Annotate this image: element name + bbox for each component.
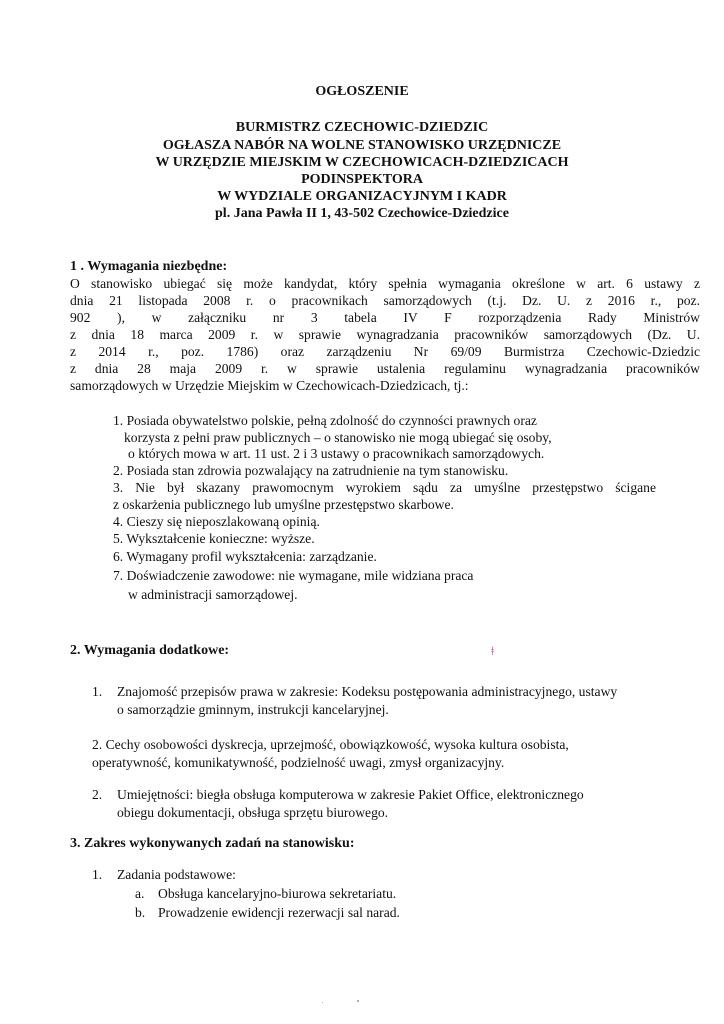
intro-line: z dnia 18 marca 2009 r. w sprawie wynagradzania pracowników samorządowych (Dz. U. [70,327,700,342]
list-item: 2. Cechy osobowości dyskrecja, uprzejmość, obowiązkowość, wysoka kultura osobista, [92,737,569,752]
intro-line: dnia 21 listopada 2008 r. o pracownikach samorządowych (t.j. Dz. U. z 2016 r., poz. [70,293,700,308]
header-line-office: W URZĘDZIE MIEJSKIM W CZECHOWICACH-DZIEDZICACH [155,155,569,170]
header-line-mayor: BURMISTRZ CZECHOWIC-DZIEDZIC [235,120,489,135]
announcement-title: OGŁOSZENIE [315,84,409,99]
section-1-heading: 1 . Wymagania niezbędne: [70,259,228,274]
sub-item: Prowadzenie ewidencji rezerwacji sal narad. [158,905,400,920]
list-item: obiegu dokumentacji, obsługa sprzętu biurowego. [117,805,389,820]
list-item: 7. Doświadczenie zawodowe: nie wymagane, mile widziana praca [113,568,474,583]
list-item: 1. Posiada obywatelstwo polskie, pełną zdolność do czynności prawnych oraz [113,413,537,428]
sub-item-letter: a. [135,886,145,901]
list-item: 2. Posiada stan zdrowia pozwalający na zatrudnienie na tym stanowisku. [113,463,509,478]
list-item: Umiejętności: biegła obsługa komputerowa w zakresie Pakiet Office, elektronicznego [117,787,584,802]
list-number: 2. [92,787,103,802]
header-line-position: PODINSPEKTORA [301,172,423,187]
sub-item-letter: b. [135,905,146,920]
list-item: Zadania podstawowe: [117,867,236,882]
list-item: operatywność, komunikatywność, podzielność uwagi, zmysł organizacyjny. [92,755,505,770]
list-item: 4. Cieszy się nieposzlakowaną opinią. [113,514,320,529]
intro-line: samorządowych w Urzędzie Miejskim w Czechowicach-Dziedzicach, tj.: [70,378,469,393]
scan-speck [357,1000,359,1002]
annotation-mark: ǂ [491,643,495,658]
intro-line: z dnia 28 maja 2009 r. w sprawie ustalenia regulaminu wynagradzania pracowników [70,361,700,376]
list-number: 1. [92,684,103,699]
list-item: w administracji samorządowej. [128,587,298,602]
list-item: o samorządzie gminnym, instrukcji kancelaryjnej. [117,702,389,717]
list-item: o których mowa w art. 11 ust. 2 i 3 ustawy o pracownikach samorządowych. [128,446,545,461]
list-item: 5. Wykształcenie konieczne: wyższe. [113,531,315,546]
sub-item: Obsługa kancelaryjno-biurowa sekretariatu. [158,886,397,901]
list-item: korzysta z pełni praw publicznych – o stanowisko nie mogą ubiegać się osoby, [124,430,552,445]
list-item: 6. Wymagany profil wykształcenia: zarządzanie. [113,549,377,564]
list-number: 1. [92,867,103,882]
header-line-department: W WYDZIALE ORGANIZACYJNYM I KADR [217,189,507,204]
intro-line: 902 ), w załączniku nr 3 tabela IV F rozporządzenia Rady Ministrów [70,310,700,325]
header-line-recruitment: OGŁASZA NABÓR NA WOLNE STANOWISKO URZĘDNICZE [162,138,562,153]
section-3-heading: 3. Zakres wykonywanych zadań na stanowisku: [70,836,355,851]
list-item: Znajomość przepisów prawa w zakresie: Kodeksu postępowania administracyjnego, ustawy [117,684,618,699]
list-item: z oskarżenia publicznego lub umyślne przestępstwo skarbowe. [113,497,454,512]
list-item: 3. Nie był skazany prawomocnym wyrokiem sądu za umyślne przestępstwo ścigane [113,480,656,495]
section-2-heading: 2. Wymagania dodatkowe: [70,643,230,658]
intro-line: O stanowisko ubiegać się może kandydat, który spełnia wymagania określone w art. 6 ustawy z [70,276,700,291]
intro-line: z 2014 r., poz. 1786) oraz zarządzeniu Nr 69/09 Burmistrza Czechowic-Dziedzic [70,344,700,359]
scan-speck [322,1002,323,1003]
header-line-address: pl. Jana Pawła II 1, 43-502 Czechowice-Dziedzice [215,206,509,221]
